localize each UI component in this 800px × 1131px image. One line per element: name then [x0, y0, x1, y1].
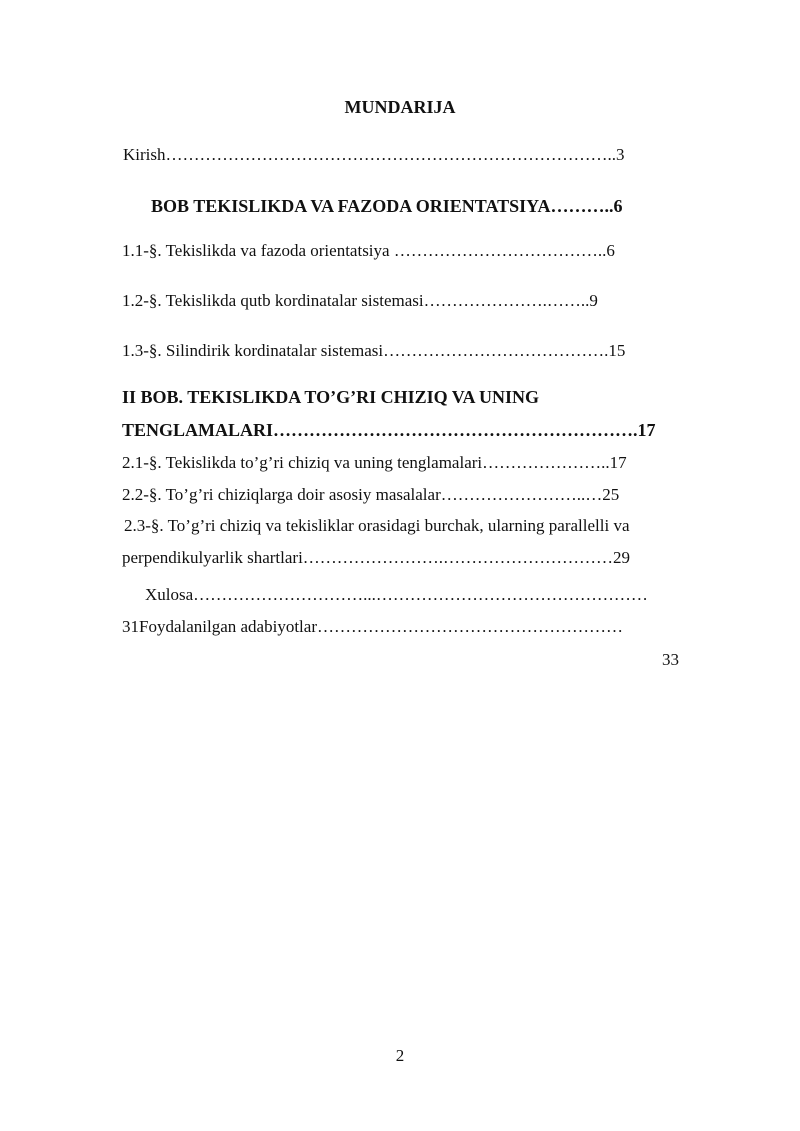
page-number: 2: [395, 1046, 405, 1065]
toc-entry-2-3-line-1: 2.3-§. To’g’ri chiziq va tekisliklar orasidagi burchak, ularning parallelli va: [124, 516, 630, 535]
toc-entry-xulosa: Xulosa…………………………...…………………………………………: [145, 585, 648, 604]
toc-entry-2-3-line-2: perpendikulyarlik shartlari…………………….…………………………29: [122, 548, 631, 567]
toc-entry-kirish: Kirish……………………………………………………………………..3: [123, 145, 625, 164]
toc-entry-chapter-1: BOB TEKISLIKDA VA FAZODA ORIENTATSIYA………..6: [151, 196, 623, 216]
toc-entry-2-2: 2.2-§. To’g’ri chiziqlarga doir asosiy masalalar……………………..…25: [122, 485, 620, 504]
toc-entry-1-1: 1.1-§. Tekislikda va fazoda orientatsiya ………………………………..6: [122, 241, 615, 260]
toc-entry-1-3: 1.3-§. Silindirik kordinatalar sistemasi………………………………….15: [122, 341, 626, 360]
toc-entry-references: 31Foydalanilgan adabiyotlar………………………………………………: [122, 617, 623, 636]
toc-entry-chapter-2-line-2: TENGLAMALARI…………………………………………………….17: [122, 420, 656, 440]
toc-entry-chapter-2-line-1: II BOB. TEKISLIKDA TO’G’RI CHIZIQ VA UNING: [122, 387, 539, 407]
toc-entry-1-2: 1.2-§. Tekislikda qutb kordinatalar sistemasi………………….……..9: [122, 291, 598, 310]
toc-entry-references-page: 33: [662, 650, 679, 669]
toc-title: MUNDARIJA: [344, 97, 456, 117]
toc-entry-2-1: 2.1-§. Tekislikda to’g’ri chiziq va uning tenglamalari…………………..17: [122, 453, 627, 472]
